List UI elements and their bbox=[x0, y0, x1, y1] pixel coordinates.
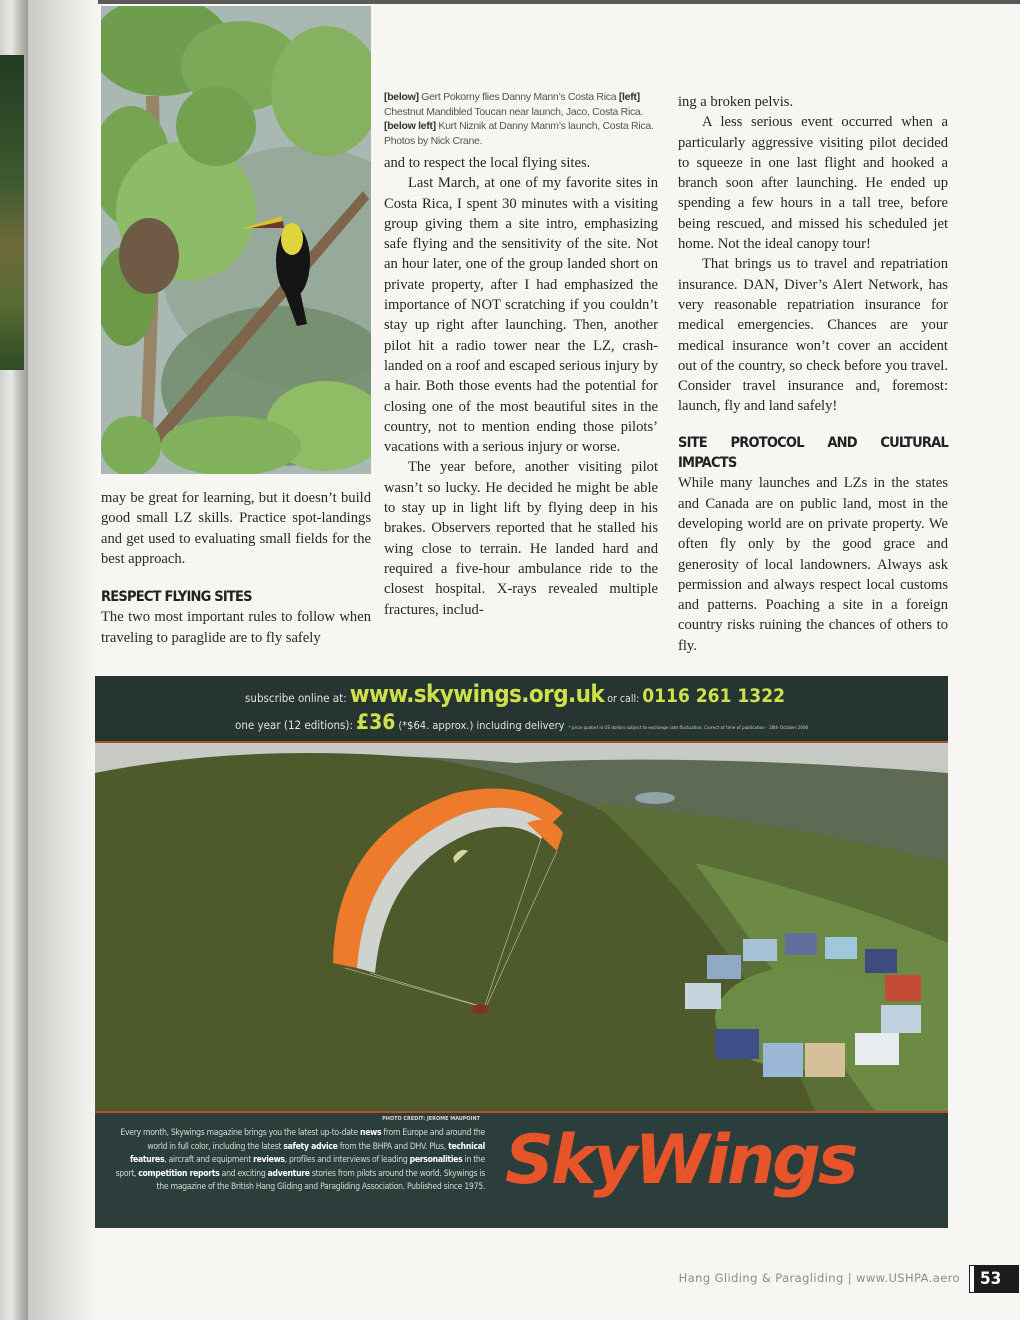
paragraph: Last March, at one of my favorite sites in Costa Rica, I spent 30 minutes with a visiting group giving them a site intro, emphasizing safe flying and the sensitivity of the site. Not an hour later, one of the group landed short on private property, after I had emphasized the importance of NOT scratching if you couldn’t stay up right after launching. Then, another pilot hit a radio tower near the LZ, crash-landed on a roof and escaped serious injury by a hair. Both those events had the potential for closing one of the most beautiful sites in the country, not to mention ending those pilots’ vacations with a serious injury or worse. bbox=[384, 175, 658, 456]
gutter-shadow bbox=[28, 0, 98, 1320]
section-heading-site-protocol: SITE PROTOCOL AND CULTURAL IMPACTS bbox=[678, 434, 948, 472]
subscribe-line bbox=[245, 680, 785, 708]
ad-footer bbox=[95, 1111, 948, 1228]
ad-subscribe-banner bbox=[95, 676, 948, 743]
paragraph: A less serious event occurred when a particularly aggressive visiting pilot decided to squeeze in one last flight and hooked a branch soon after launching. He ended up spending a few hours in a tall tree, before being rescued, and missed his scheduled jet home. Not the ideal canopy tour! bbox=[678, 114, 948, 253]
ad-blurb bbox=[115, 1127, 485, 1195]
subscribe-label: subscribe online at: bbox=[245, 691, 347, 705]
section-heading-respect-flying-sites: RESPECT FLYING SITES bbox=[101, 589, 252, 606]
subscription-price: £36 bbox=[355, 710, 396, 734]
paragraph: The two most important rules to follow when traveling to paraglide are to fly safely bbox=[101, 609, 371, 646]
paragraph: The year before, another visiting pilot wasn’t so lucky. He decided he might be able to stay up in light lift by flying deep in his brakes. Observers reported that he stalled his wing close to terrain. He landed hard and required a five-hour ambulance ride to the closest hospital. X-rays revealed multiple fractures, includ- bbox=[384, 459, 658, 618]
subscribe-url-link[interactable]: www.skywings.org.uk bbox=[349, 680, 605, 708]
page-number: 53 bbox=[970, 1266, 1018, 1292]
blurb-text: from Europe and around the world in full color, including the latest bbox=[147, 1128, 485, 1152]
blurb-text: stories from pilots around the world. Skywings is the magazine of the British Hang Gliding and Paragliding Association. Published since 1975. bbox=[156, 1168, 485, 1192]
price-approx: (*$64. approx.) including delivery bbox=[398, 719, 565, 732]
caption-below-left-text: Kurt Niznik at Danny Manm’s launch, Costa Rica. Photos by Nick Crane. bbox=[384, 120, 654, 146]
caption-left-text: Chestnut Mandibled Toucan near launch, Jaco, Costa Rica. bbox=[384, 105, 644, 118]
paragraph: may be great for learning, but it doesn’t build good small LZ skills. Practice spot-landings and get used to evaluating small fields for the best approach. bbox=[101, 490, 371, 567]
publication-footer: Hang Gliding & Paragliding | www.USHPA.aero bbox=[678, 1271, 960, 1285]
photo-caption bbox=[384, 90, 658, 146]
year-label: one year (12 editions): bbox=[235, 718, 353, 732]
blurb-highlight: technical features bbox=[129, 1141, 485, 1165]
article-column-2 bbox=[384, 153, 658, 620]
blurb-text: Every month, Skywings magazine brings you the latest up-to-date bbox=[120, 1128, 360, 1138]
scan-top-edge bbox=[0, 0, 1020, 4]
article-column-1 bbox=[101, 488, 371, 648]
skywings-advertisement bbox=[95, 676, 948, 1228]
paragraph: ing a broken pelvis. bbox=[678, 94, 794, 110]
blurb-highlight: safety advice bbox=[283, 1141, 338, 1152]
blurb-text: from the BHPA and DHV. Plus, bbox=[337, 1141, 449, 1152]
price-fine-print: * price quoted in US dollars subject to exchange rate fluctuation. Correct at time of publication - 28th October 2006 bbox=[568, 726, 809, 731]
blurb-highlight: competition reports bbox=[138, 1168, 220, 1179]
caption-left-tag: [left] bbox=[618, 91, 640, 103]
article-column-3 bbox=[678, 92, 948, 656]
blurb-highlight: reviews bbox=[253, 1155, 285, 1165]
blurb-text: , aircraft and equipment bbox=[164, 1155, 254, 1165]
caption-below-tag: [below] bbox=[384, 91, 419, 103]
blurb-text: in the sport, bbox=[115, 1155, 485, 1179]
photo-credit: PHOTO CREDIT: JEROME MAUPOINT bbox=[382, 1116, 480, 1122]
blurb-highlight: adventure bbox=[267, 1168, 310, 1179]
phone-number: 0116 261 1322 bbox=[642, 685, 785, 707]
paraglider-photo bbox=[95, 743, 948, 1111]
paragraph: and to respect the local flying sites. bbox=[384, 155, 591, 171]
blurb-highlight: news bbox=[359, 1128, 382, 1138]
skywings-logo: SkyWings bbox=[505, 1121, 856, 1200]
facing-page-photo-edge bbox=[0, 55, 24, 370]
blurb-highlight: personalities bbox=[409, 1155, 463, 1165]
paragraph: That brings us to travel and repatriation insurance. DAN, Diver’s Alert Network, has very reasonable repatriation insurance for medical emergencies. Chances are your medical insurance won’t cover an accident out of the country, so check before you travel. Consider travel insurance and, foremost: launch, fly and land safely! bbox=[678, 256, 948, 415]
blurb-text: and exciting bbox=[219, 1168, 268, 1179]
price-line bbox=[235, 710, 935, 734]
caption-below-left-tag: [below left] bbox=[384, 120, 436, 132]
paragraph: While many launches and LZs in the states and Canada are on public land, most in the developing world are on private property. We often fly only by the good grace and generosity of local landowners. Always ask permission and always respect local customs and patterns. Poaching a site in a foreign country risks ruining the chances of others to fly. bbox=[678, 475, 948, 654]
caption-below-text: Gert Pokorny flies Danny Mann’s Costa Rica bbox=[418, 91, 619, 103]
blurb-text: , profiles and interviews of leading bbox=[284, 1155, 410, 1165]
toucan-photo bbox=[101, 6, 371, 474]
or-call-label: or call: bbox=[607, 693, 640, 705]
